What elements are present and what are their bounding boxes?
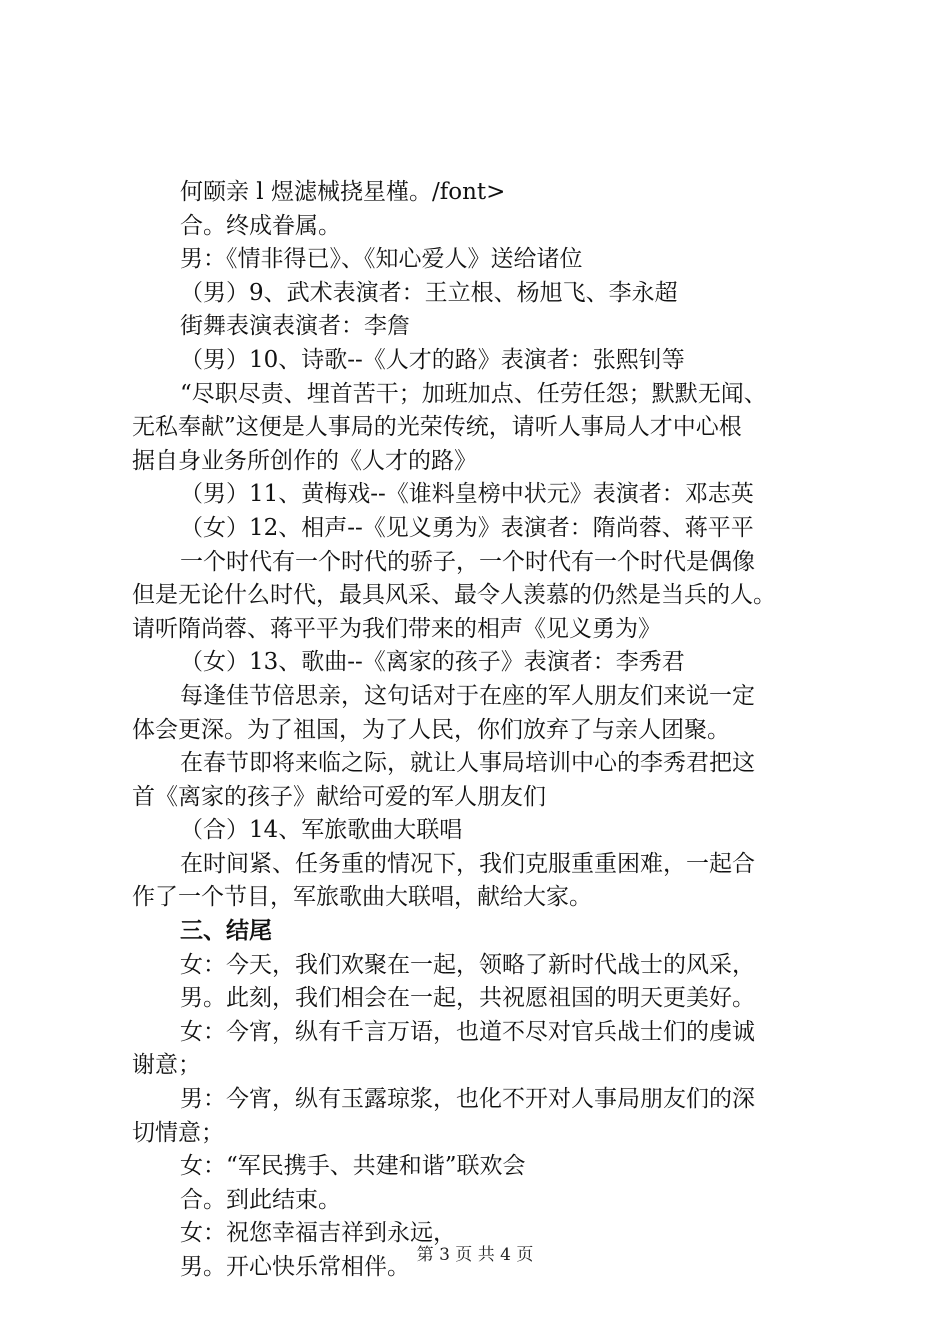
text-line: 首《离家的孩子》献给可爱的军人朋友们 (132, 783, 546, 810)
text-line: （女）13、歌曲--《离家的孩子》表演者：李秀君 (180, 649, 685, 676)
text-line: 作了一个节目，军旅歌曲大联唱，献给大家。 (132, 884, 592, 911)
text-line: 男：《情非得已》、《知心爱人》送给诸位 (180, 246, 583, 273)
text-line: （合）14、军旅歌曲大联唱 (180, 817, 463, 844)
text-line: 女：“军民携手、共建和谐”联欢会 (180, 1153, 526, 1180)
section-heading: 三、结尾 (180, 918, 272, 945)
text-line: 但是无论什么时代，最具风采、最令人羡慕的仍然是当兵的人。 (132, 582, 776, 609)
text-line: 男：今宵，纵有玉露琼浆，也化不开对人事局朋友们的深 (180, 1086, 755, 1113)
text-line: 在春节即将来临之际，就让人事局培训中心的李秀君把这 (180, 750, 755, 777)
page-footer: 第 3 页 共 4 页 (416, 1245, 534, 1265)
text-line: （女）12、相声--《见义勇为》表演者：隋尚蓉、蒋平平 (180, 514, 754, 541)
text-line: 何颐亲 l 煜滤械挠星槿。/font> (180, 179, 506, 205)
text-line: 女：今宵，纵有千言万语，也道不尽对官兵战士们的虔诚 (180, 1018, 755, 1045)
text-line: 合。终成眷属。 (180, 212, 341, 239)
text-line: 在时间紧、任务重的情况下，我们克服重重困难，一起合 (180, 850, 755, 877)
text-line: 谢意； (132, 1052, 201, 1079)
text-line: 无私奉献”这便是人事局的光荣传统，请听人事局人才中心根 (132, 414, 742, 441)
text-line: （男）9、武术表演者：王立根、杨旭飞、李永超 (180, 279, 678, 306)
text-line: 切情意； (132, 1119, 224, 1146)
text-line: 街舞表演表演者：李詹 (180, 313, 410, 340)
text-line: 合。到此结束。 (180, 1186, 341, 1213)
text-line: 据自身业务所创作的《人才的路》 (132, 447, 477, 474)
text-line: （男）10、诗歌--《人才的路》表演者：张熙钊等 (180, 346, 685, 373)
text-line: 每逢佳节倍思亲，这句话对于在座的军人朋友们来说一定 (180, 682, 755, 709)
text-line: 男。此刻，我们相会在一起，共祝愿祖国的明天更美好。 (180, 985, 755, 1012)
text-line: 请听隋尚蓉、蒋平平为我们带来的相声《见义勇为》 (132, 615, 661, 642)
text-line: “尽职尽责、埋首苦干；加班加点、任劳任怨；默默无闻、 (180, 380, 767, 407)
text-line: 男。开心快乐常相伴。 (180, 1254, 410, 1280)
text-line: 体会更深。为了祖国，为了人民，你们放弃了与亲人团聚。 (132, 716, 730, 743)
text-line: （男）11、黄梅戏--《谁料皇榜中状元》表演者：邓志英 (180, 481, 754, 508)
text-line: 女：今天，我们欢聚在一起，领略了新时代战士的风采， (180, 951, 755, 978)
document-body (132, 176, 838, 1285)
text-line: 一个时代有一个时代的骄子，一个时代有一个时代是偶像 (180, 548, 755, 575)
text-line: 女：祝您幸福吉祥到永远， (180, 1220, 456, 1247)
